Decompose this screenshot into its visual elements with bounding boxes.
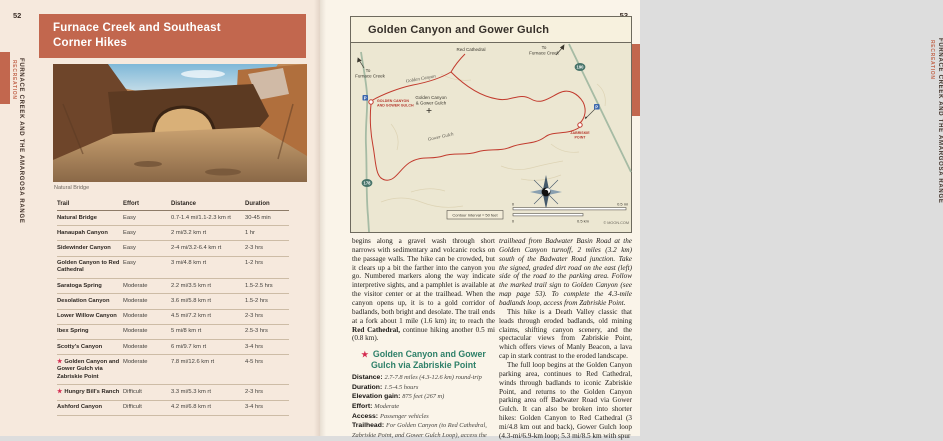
- junction-dot: [585, 117, 587, 119]
- stat-label: Duration:: [352, 383, 385, 391]
- table-row: [57, 241, 289, 256]
- cell-trail: Hanaupah Canyon: [57, 226, 123, 241]
- cell-effort: Moderate: [123, 355, 171, 385]
- section-title: Furnace Creek and Southeast Corner Hikes: [53, 22, 221, 49]
- map-label-trailhead-line2: AND GOWER GULCH: [377, 103, 414, 108]
- cell-duration: 2-3 hrs: [245, 385, 289, 401]
- text-column-2: [499, 237, 632, 441]
- photo-caption: Natural Bridge: [54, 185, 90, 191]
- route-shield-190-number: 190: [576, 64, 584, 70]
- section-title-bar: [39, 14, 306, 58]
- cell-effort: Difficult: [123, 400, 171, 415]
- body-paragraph-2: The full loop begins at the Golden Canyon parking area, continues to Red Cathedral, winds through badlands to iconic Zabriskie Point, and returns to the Golden Canyon parking area off Badwater Road via Gower Gulch. It can also be broken into shorter hikes: Golden Canyon to Red Cathedral (3 mi/4.8 km out and back), Gower Gulch loop (4.3-mi/6.9-km loop; 5.3 mi/8.5 km with spur: [499, 361, 632, 440]
- cell-duration: 1.5-2 hrs: [245, 294, 289, 309]
- table-row: [57, 400, 289, 415]
- cell-effort: Difficult: [123, 385, 171, 401]
- map-label-poi-line2: & Gower Gulch: [415, 100, 447, 106]
- hike-heading: [352, 349, 495, 370]
- map-label-zabriskie-line1: ZABRISKIE: [570, 131, 590, 135]
- cell-effort: Moderate: [123, 324, 171, 339]
- parking-letter: P: [363, 95, 367, 101]
- trail-lines: [370, 54, 585, 180]
- map-label-poi-line1: Golden Canyon: [415, 95, 447, 100]
- table-header-row: [57, 198, 289, 211]
- map-label-furnace-creek-left: Furnace Creek: [355, 73, 385, 79]
- contour-note-text: Contour Interval = 50 feet: [452, 212, 498, 218]
- trail-table-body: [57, 211, 289, 416]
- stat-value: 875 feet (267 m): [402, 393, 445, 401]
- cell-distance: 3.3 mi/5.3 km rt: [171, 385, 245, 401]
- cell-duration: 2.5-3 hrs: [245, 324, 289, 339]
- contour-note: [447, 211, 503, 220]
- zabriskie-point-marker: [578, 123, 582, 127]
- hike-heading-text: Golden Canyon and Gower Gulch via Zabriskie Point: [370, 349, 486, 370]
- table-row: [57, 309, 289, 324]
- page-left: [0, 0, 320, 436]
- chapter-tab-left: [0, 52, 10, 104]
- cell-trail: Ibex Spring: [57, 324, 123, 339]
- cell-trail: Ashford Canyon: [57, 400, 123, 415]
- stat-label: Access:: [352, 412, 380, 420]
- stat-value: Moderate: [374, 403, 400, 411]
- cell-duration: 3-4 hrs: [245, 400, 289, 415]
- stat-line: [352, 373, 495, 382]
- cell-trail: Sidewinder Canyon: [57, 241, 123, 256]
- scale-km-label: 0.5 km: [576, 218, 590, 224]
- stat-label: Elevation gain:: [352, 393, 403, 401]
- col-header-duration: Duration: [245, 198, 289, 211]
- cell-effort: Moderate: [123, 340, 171, 355]
- star-icon: ★: [57, 358, 63, 365]
- stat-value: For Golden Canyon (to Red Cathedral, Zabriskie Point, and Gower Gulch Loop), access the: [352, 422, 487, 439]
- stat-label: Effort:: [352, 403, 375, 411]
- body-paragraph-1: This hike is a Death Valley classic that leads through eroded badlands, old mining claims, shifting canyon scenery, and the spectacular views from Zabriskie Point, which offers views of Manly Beacon, a lava cap in stark contrast to the eroded landscape.: [499, 307, 632, 361]
- cell-distance: 4.5 mi/7.2 km rt: [171, 309, 245, 324]
- roads: [361, 44, 631, 232]
- table-row: [57, 355, 289, 385]
- cell-duration: 1 hr: [245, 226, 289, 241]
- table-row: [57, 256, 289, 278]
- cell-effort: Moderate: [123, 309, 171, 324]
- cell-duration: 4-5 hrs: [245, 355, 289, 385]
- map-title: Golden Canyon and Gower Gulch: [351, 17, 631, 43]
- star-icon: ★: [361, 350, 369, 360]
- cell-trail: Saratoga Spring: [57, 279, 123, 294]
- map-credit: © MOON.COM: [603, 221, 629, 225]
- cell-distance: 0.7-1.4 mi/1.1-2.3 km rt: [171, 211, 245, 226]
- cell-effort: Easy: [123, 226, 171, 241]
- col-header-distance: Distance: [171, 198, 245, 211]
- map-label-to-right: To: [541, 45, 547, 50]
- cell-distance: 3.6 mi/5.8 km rt: [171, 294, 245, 309]
- stat-value: 1.5-4.5 hours: [384, 383, 419, 391]
- map-label-gower-gulch: Gower Gulch: [427, 132, 455, 143]
- stat-value: Passenger vehicles: [379, 412, 429, 420]
- table-row: [57, 324, 289, 339]
- page-spine: [314, 0, 326, 436]
- stat-label: Trailhead:: [352, 422, 386, 430]
- cell-trail: ★ Hungry Bill's Ranch: [57, 385, 123, 401]
- hike-stats: [352, 373, 495, 439]
- cell-duration: 1-2 hrs: [245, 256, 289, 278]
- cell-effort: Easy: [123, 211, 171, 226]
- contour-lines: [381, 74, 605, 207]
- cell-distance: 2-4 mi/3.2-6.4 km rt: [171, 241, 245, 256]
- col-header-effort: Effort: [123, 198, 171, 211]
- paragraph-text: begins along a gravel wash through short narrows with sedimentary and volcanic rocks on the passage walls. The hike can be crowded, but it clears up a bit the farther into the canyon you go. Numbered markers along the way indicate interpretive sights, and a pamphlet is available at the visitor center or at the trailhead. When the canyon opens up, it is to a gold corridor of badlands, both bright and desolate. The trail ends at a fork about 1 mile (1.6 km) in; to reach the: [352, 237, 495, 325]
- cell-effort: Easy: [123, 241, 171, 256]
- table-row: [57, 279, 289, 294]
- stat-label: Distance:: [352, 374, 385, 382]
- cell-distance: 6 mi/9.7 km rt: [171, 340, 245, 355]
- trail-table: [57, 198, 289, 416]
- trail-map: [350, 16, 632, 233]
- cell-effort: Moderate: [123, 294, 171, 309]
- bold-red-cathedral: Red Cathedral,: [352, 325, 401, 334]
- sidebar-chapter-title-right: FURNACE CREEK AND THE AMARGOSA RANGE: [937, 38, 943, 204]
- poi-cross-icon: [427, 108, 432, 113]
- table-row: [57, 294, 289, 309]
- parking-icon-zabriskie: [594, 104, 600, 110]
- cell-duration: 3-4 hrs: [245, 340, 289, 355]
- cell-distance: 5 mi/8 km rt: [171, 324, 245, 339]
- body-paragraph-continued: [352, 237, 495, 343]
- cell-duration: 1.5-2.5 hrs: [245, 279, 289, 294]
- cell-effort: Easy: [123, 256, 171, 278]
- parking-letter: P: [595, 104, 599, 110]
- stat-line: [352, 383, 495, 392]
- table-row: [57, 385, 289, 401]
- cell-duration: 2-3 hrs: [245, 241, 289, 256]
- route-shield-178: [362, 179, 373, 187]
- parking-icon-golden-canyon: [363, 95, 369, 101]
- cell-trail: Natural Bridge: [57, 211, 123, 226]
- cell-trail: Desolation Canyon: [57, 294, 123, 309]
- table-row: [57, 340, 289, 355]
- scale-zero-mi: 0: [511, 201, 515, 207]
- cell-trail: Golden Canyon to Red Cathedral: [57, 256, 123, 278]
- map-canvas: [351, 44, 631, 232]
- table-row: [57, 226, 289, 241]
- col-header-trail: Trail: [57, 198, 123, 211]
- map-label-trailhead-line1: GOLDEN CANYON: [377, 99, 409, 103]
- stat-line: [352, 421, 495, 439]
- table-row: [57, 211, 289, 226]
- map-label-red-cathedral: Red Cathedral: [456, 47, 486, 52]
- sidebar-section-label-left: RECREATION: [11, 60, 17, 100]
- page-number-left: 52: [13, 11, 22, 20]
- cell-duration: 30-45 min: [245, 211, 289, 226]
- map-label-golden-canyon: Golden Canyon: [405, 74, 437, 85]
- text-column-1: [352, 237, 495, 440]
- cell-distance: 2 mi/3.2 km rt: [171, 226, 245, 241]
- natural-bridge-photo: [53, 64, 307, 182]
- scale-zero-km: 0: [511, 218, 515, 224]
- star-icon: ★: [57, 388, 63, 395]
- cell-distance: 4.2 mi/6.8 km rt: [171, 400, 245, 415]
- cell-duration: 2-3 hrs: [245, 309, 289, 324]
- stat-value: 2.7-7.8 miles (4.3-12.6 km) round-trip: [384, 374, 482, 382]
- cell-distance: 2.2 mi/3.5 km rt: [171, 279, 245, 294]
- cell-trail: Lower Willow Canyon: [57, 309, 123, 324]
- cell-trail: ★ Golden Canyon and Gower Gulch via Zabriskie Point: [57, 355, 123, 385]
- map-label-to-left: To: [365, 68, 371, 73]
- scale-bar: [512, 202, 629, 226]
- trailhead-marker: [369, 100, 373, 104]
- route-shield-178-number: 178: [363, 180, 371, 186]
- cell-effort: Moderate: [123, 279, 171, 294]
- trailhead-continued: trailhead from Badwater Basin Road at the Golden Canyon turnoff, 2 miles (3.2 km) south of the Badwater Road junction. Take the signed, graded dirt road on the east (left) side of the road to the parking area. Follow the marked trail sign to Golden Canyon (see map page 53). To complete the 4.3-mile badlands loop, access from Zabriskie Point.: [499, 237, 632, 308]
- cell-distance: 7.8 mi/12.6 km rt: [171, 355, 245, 385]
- sidebar-chapter-title-left: FURNACE CREEK AND THE AMARGOSA RANGE: [18, 58, 24, 224]
- sidebar-section-label-right: RECREATION: [929, 40, 935, 80]
- route-shield-190: [575, 63, 586, 71]
- cell-distance: 3 mi/4.8 km rt: [171, 256, 245, 278]
- paragraph-text: continue hiking another 0.5 mi (0.8 km).: [352, 325, 495, 343]
- stat-line: [352, 402, 495, 411]
- stat-line: [352, 412, 495, 421]
- stat-line: [352, 392, 495, 401]
- map-label-furnace-creek-right: Furnace Creek: [529, 50, 559, 56]
- map-label-zabriskie-line2: POINT: [574, 135, 586, 140]
- scale-mi-label: 0.5 mi: [617, 201, 628, 207]
- cell-trail: Scotty's Canyon: [57, 340, 123, 355]
